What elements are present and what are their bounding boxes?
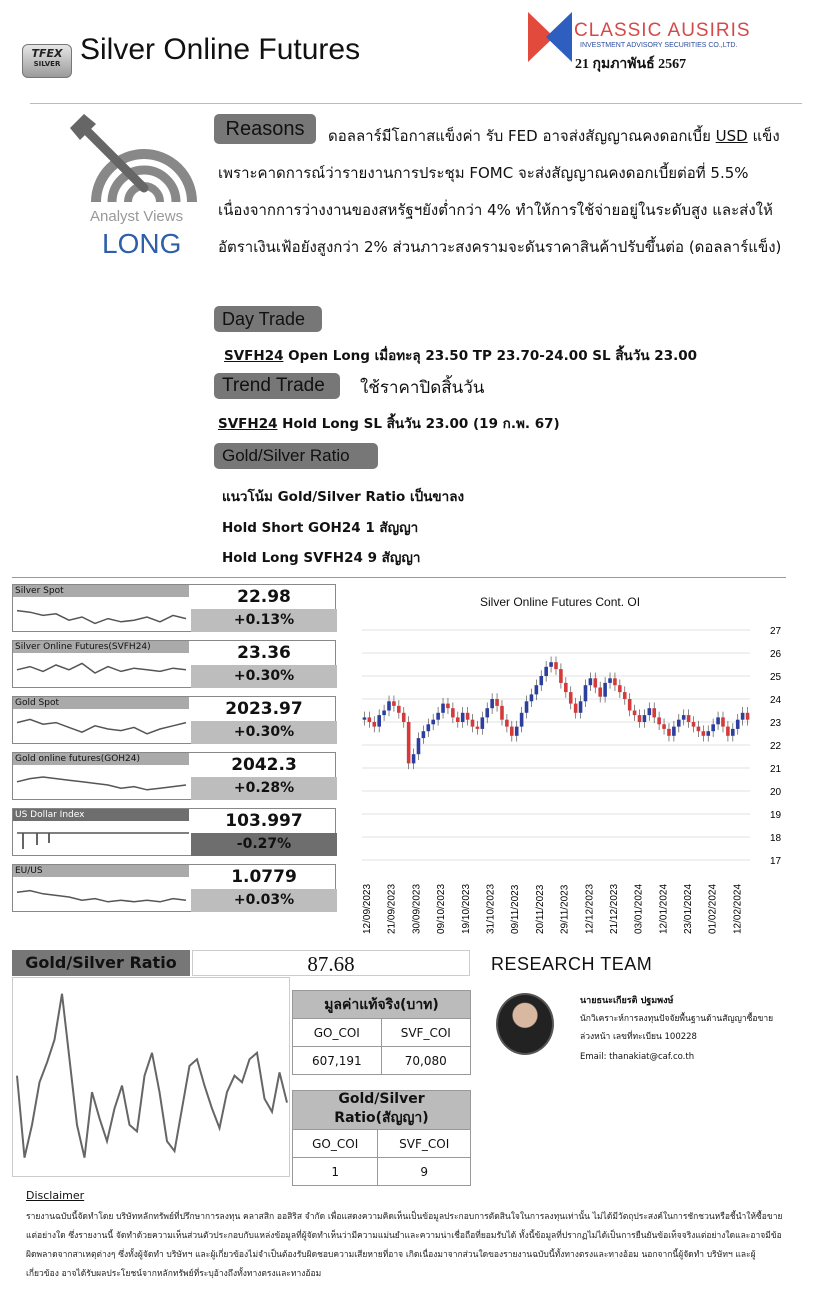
market-panel xyxy=(12,752,336,800)
candle-body xyxy=(441,704,445,713)
candle-body xyxy=(500,706,504,720)
x-tick-label: 01/02/2024 xyxy=(707,883,719,934)
candle-body xyxy=(667,729,671,736)
candle-body xyxy=(584,685,588,701)
report-date: 21 กุมภาพันธ์ 2567 xyxy=(575,57,687,72)
analyst-email: Email: thanakiat@caf.co.th xyxy=(580,1052,695,1062)
candle-body xyxy=(731,729,735,736)
market-panel xyxy=(12,864,336,912)
y-tick-label: 20 xyxy=(770,787,782,798)
brand-logo-icon xyxy=(528,12,572,62)
panel-value: 1.0779 xyxy=(231,867,297,887)
trend-trade-note: ใช้ราคาปิดสิ้นวัน xyxy=(360,378,485,398)
gs-line-1: แนวโน้ม Gold/Silver Ratio เป็นขาลง xyxy=(222,489,465,505)
sparkline xyxy=(15,821,189,855)
panel-change: +0.30% xyxy=(191,721,337,744)
ratio-line-chart xyxy=(12,977,290,1177)
candle-body xyxy=(613,678,617,685)
x-tick-label: 20/11/2023 xyxy=(534,884,546,934)
panel-name: Silver Online Futures(SVFH24) xyxy=(13,641,189,653)
y-tick-label: 27 xyxy=(770,626,782,637)
sparkline-spike xyxy=(23,833,49,849)
trend-trade-text: SVFH24 Hold Long SL สิ้นวัน 23.00 (19 ก.พ. 67) xyxy=(218,416,560,432)
x-tick-label: 03/01/2024 xyxy=(633,883,645,934)
candle-body xyxy=(451,708,455,717)
contract-go: 1 xyxy=(293,1158,378,1186)
candle-body xyxy=(471,720,475,727)
panel-change: +0.03% xyxy=(191,889,337,912)
disclaimer-title: Disclaimer xyxy=(26,1189,85,1202)
candle-body xyxy=(436,713,440,720)
y-tick-label: 23 xyxy=(770,718,782,729)
gs-line-2: Hold Short GOH24 1 สัญญา xyxy=(222,520,419,536)
ratio-line xyxy=(17,994,287,1158)
panel-value: 103.997 xyxy=(225,811,303,831)
brand-subtitle: INVESTMENT ADVISORY SECURITIES CO.,LTD. xyxy=(580,42,738,49)
panel-name: EU/US xyxy=(13,865,189,877)
candle-body xyxy=(520,713,524,727)
candle-body xyxy=(589,678,593,685)
candle-body xyxy=(652,708,656,717)
candle-body xyxy=(721,717,725,726)
tfex-logo: TFEX SILVER xyxy=(22,44,72,78)
panel-value: 22.98 xyxy=(237,587,291,607)
candle-body xyxy=(603,683,607,697)
gs-ratio-tag: Gold/Silver Ratio xyxy=(214,443,378,469)
candle-body xyxy=(628,699,632,711)
y-tick-label: 25 xyxy=(770,672,782,683)
candle-body xyxy=(716,717,720,724)
trend-trade-tag: Trend Trade xyxy=(214,373,340,399)
panel-name: Gold online futures(GOH24) xyxy=(13,753,189,765)
candlestick-chart xyxy=(350,620,790,940)
contract-col-go: GO_COI xyxy=(293,1130,378,1158)
contract-svf: 9 xyxy=(378,1158,471,1186)
sparkline-path xyxy=(17,611,186,624)
real-value-col-go: GO_COI xyxy=(293,1019,382,1047)
analyst-name: นายธนะเกียรติ ปฐมพงษ์ xyxy=(580,996,674,1006)
x-tick-label: 12/09/2023 xyxy=(362,883,373,934)
panel-change: +0.13% xyxy=(191,609,337,632)
sparkline-path xyxy=(17,719,186,733)
x-tick-label: 09/10/2023 xyxy=(436,883,448,934)
candle-body xyxy=(422,731,426,738)
candle-body xyxy=(525,701,529,713)
day-trade-tag: Day Trade xyxy=(214,306,322,332)
reasons-text: ดอลลาร์มีโอกาสแข็งค่า รับ FED อาจส่งสัญญาณคงดอกเบี้ย USD แข็ง เพราะคาดการณ์ว่ารายงานการประชุม FOMC จะส่งสัญญาณคงดอกเบี้ยต่อที่ 5.5% เนื่องจากการว่างงานของสหรัฐฯยังต่ำกว่า 4% ทำให้การใช้จ่ายอยู่ในระดับสูง และส่งให้อัตราเงินเฟ้อยังสูงกว่า 2% ส่วนภาวะสงครามจะดันราคาสินค้าปรับขึ้นต่อ (ดอลลาร์แข็ง) xyxy=(218,127,782,256)
candle-body xyxy=(461,713,465,722)
x-tick-label: 09/11/2023 xyxy=(510,884,522,934)
candle-body xyxy=(554,662,558,669)
candle-body xyxy=(515,727,519,736)
candle-body xyxy=(687,715,691,722)
candle-body xyxy=(382,711,386,716)
candle-body xyxy=(495,699,499,706)
x-tick-label: 21/12/2023 xyxy=(608,883,620,934)
x-tick-label: 31/10/2023 xyxy=(485,883,497,934)
x-tick-label: 12/02/2024 xyxy=(732,883,744,934)
sparkline-path xyxy=(17,891,186,902)
analyst-view-value: LONG xyxy=(102,228,182,259)
candle-body xyxy=(412,754,416,763)
sparkline xyxy=(15,765,189,799)
candle-body xyxy=(368,717,372,722)
divider xyxy=(12,577,786,578)
x-tick-label: 19/10/2023 xyxy=(460,883,472,934)
x-tick-label: 21/09/2023 xyxy=(386,883,398,934)
analyst-views-label: Analyst Views xyxy=(90,208,184,225)
candle-body xyxy=(466,713,470,720)
candle-body xyxy=(638,715,642,722)
candle-body xyxy=(564,683,568,692)
candle-body xyxy=(574,704,578,713)
market-panel xyxy=(12,584,336,632)
candle-body xyxy=(387,701,391,710)
candle-body xyxy=(431,720,435,725)
candle-body xyxy=(692,722,696,727)
brand-name: CLASSIC AUSIRIS xyxy=(574,20,751,41)
candle-body xyxy=(490,699,494,708)
contract-col-svf: SVF_COI xyxy=(378,1130,471,1158)
real-value-header: มูลค่าแท้จริง(บาท) xyxy=(293,991,471,1019)
real-value-go: 607,191 xyxy=(293,1047,382,1075)
candle-body xyxy=(446,704,450,709)
candle-body xyxy=(662,724,666,729)
sparkline xyxy=(15,597,189,631)
candle-body xyxy=(407,722,411,763)
market-panel xyxy=(12,696,336,744)
sparkline xyxy=(15,877,189,911)
candle-body xyxy=(559,669,563,683)
candle-body xyxy=(549,662,553,667)
gs-line-3: Hold Long SVFH24 9 สัญญา xyxy=(222,550,421,566)
candle-body xyxy=(363,717,367,719)
candle-body xyxy=(417,738,421,754)
x-tick-label: 12/12/2023 xyxy=(584,883,596,934)
candle-body xyxy=(372,722,376,727)
candle-body xyxy=(476,727,480,729)
sparkline xyxy=(15,709,189,743)
real-value-svf: 70,080 xyxy=(381,1047,470,1075)
candle-body xyxy=(544,667,548,676)
candle-body xyxy=(682,715,686,720)
candle-body xyxy=(579,701,583,713)
candle-body xyxy=(726,727,730,736)
candle-body xyxy=(608,678,612,683)
candle-body xyxy=(657,717,661,724)
candle-body xyxy=(505,720,509,727)
candle-body xyxy=(623,692,627,699)
candle-body xyxy=(677,720,681,727)
x-tick-label: 12/01/2024 xyxy=(658,883,670,934)
candle-body xyxy=(706,731,710,736)
candle-body xyxy=(711,724,715,731)
market-panel xyxy=(12,640,336,688)
analyst-role: นักวิเคราะห์การลงทุนปัจจัยพื้นฐานด้านสัญญาซื้อขายล่วงหน้า เลขที่ทะเบียน 100228 xyxy=(580,1014,774,1042)
y-tick-label: 22 xyxy=(770,741,782,752)
candle-body xyxy=(741,713,745,720)
y-tick-label: 21 xyxy=(770,764,782,775)
candle-body xyxy=(539,676,543,685)
research-team-title: RESEARCH TEAM xyxy=(491,954,653,974)
candle-body xyxy=(672,727,676,736)
panel-value: 2023.97 xyxy=(225,699,303,719)
x-tick-label: 23/01/2024 xyxy=(683,883,695,934)
candle-body xyxy=(530,694,534,701)
y-tick-label: 24 xyxy=(770,695,782,706)
panel-change: +0.30% xyxy=(191,665,337,688)
panel-change: +0.28% xyxy=(191,777,337,800)
x-tick-label: 30/09/2023 xyxy=(411,883,423,934)
y-tick-label: 26 xyxy=(770,649,782,660)
candle-body xyxy=(736,720,740,729)
reasons-tag: Reasons xyxy=(214,114,316,144)
sparkline xyxy=(15,653,189,687)
avatar xyxy=(496,993,554,1055)
candle-body xyxy=(702,731,706,736)
candle-body xyxy=(593,678,597,687)
target-dart-icon xyxy=(66,110,200,210)
candle-body xyxy=(456,717,460,722)
candle-body xyxy=(697,727,701,732)
x-tick-label: 29/11/2023 xyxy=(559,884,571,934)
page-title: Silver Online Futures xyxy=(80,33,361,66)
day-trade-text: SVFH24 Open Long เมื่อทะลุ 23.50 TP 23.70-24.00 SL สิ้นวัน 23.00 xyxy=(224,348,698,364)
ratio-value: 87.68 xyxy=(192,950,470,976)
panel-value: 2042.3 xyxy=(231,755,297,775)
y-tick-label: 17 xyxy=(770,856,782,867)
real-value-table xyxy=(292,990,471,1075)
candle-body xyxy=(569,692,573,704)
candle-body xyxy=(427,724,431,731)
y-tick-label: 19 xyxy=(770,810,782,821)
contract-ratio-table xyxy=(292,1090,471,1186)
candle-body xyxy=(397,706,401,713)
market-panel xyxy=(12,808,336,856)
candle-body xyxy=(598,688,602,697)
disclaimer-text: รายงานฉบับนี้จัดทำโดย บริษัทหลักทรัพย์ที่ปรึกษาการลงทุน คลาสสิก ออสิริส จำกัด เพื่อแสดงความคิดเห็นเป็นข้อมูลประกอบการตัดสินใจในการลงทุนเท่านั้น ไม่ได้มีวัตถุประสงค์ในการชักชวนหรือชี้นำให้ซื้อขายแต่อย่างใด ซึ่งรายงานนี้ จัดทำด้วยความเห็นส่วนตัวประกอบกับแหล่งข้อมูลที่ผู้จัดทำเห็นว่ามีความแม่นยำและความน่าเชื่อถือที่ยอมรับได้ ทั้งนี้ข้อมูลที่ปรากฏไม่ได้เป็นการยืนยันข้อเท็จจริงแต่อย่างใดและอาจมีข้อผิดพลาดจากสาเหตุต่างๆ ซึ่งทั้งผู้จัดทำ บริษัทฯ และผู้เกี่ยวข้องไม่จำเป็นต้องรับผิดชอบความเสียหายที่อาจ เกิดเนื่องมาจากส่วนใดของรายงานฉบับนี้ทั้งทางตรงและทางอ้อม นอกจากนี้ผู้จัดทำ บริษัทฯ และผู้เกี่ยวข้อง อาจได้รับผลประโยชน์จากหลักทรัพย์ที่ระบุอ้างถึงทั้งทางตรงและทางอ้อม xyxy=(26,1212,783,1279)
panel-name: Gold Spot xyxy=(13,697,189,709)
candle-body xyxy=(648,708,652,715)
candle-body xyxy=(481,717,485,729)
candle-body xyxy=(377,715,381,727)
y-tick-label: 18 xyxy=(770,833,782,844)
candle-body xyxy=(535,685,539,694)
divider xyxy=(30,103,802,104)
panel-value: 23.36 xyxy=(237,643,291,663)
candle-body xyxy=(392,701,396,706)
chart-title: Silver Online Futures Cont. OI xyxy=(480,595,641,609)
panel-change: -0.27% xyxy=(191,833,337,856)
candle-body xyxy=(643,715,647,722)
contract-ratio-header: Gold/Silver Ratio(สัญญา) xyxy=(293,1091,471,1130)
candle-body xyxy=(618,685,622,692)
candle-body xyxy=(633,711,637,716)
candle-body xyxy=(510,727,514,736)
candle-body xyxy=(485,708,489,717)
sparkline-path xyxy=(17,777,186,790)
sparkline-path xyxy=(17,663,186,673)
candle-body xyxy=(402,713,406,722)
ratio-label: Gold/Silver Ratio xyxy=(12,950,190,976)
candle-body xyxy=(746,713,750,720)
panel-name: Silver Spot xyxy=(13,585,189,597)
real-value-col-svf: SVF_COI xyxy=(381,1019,470,1047)
panel-name: US Dollar Index xyxy=(13,809,189,821)
